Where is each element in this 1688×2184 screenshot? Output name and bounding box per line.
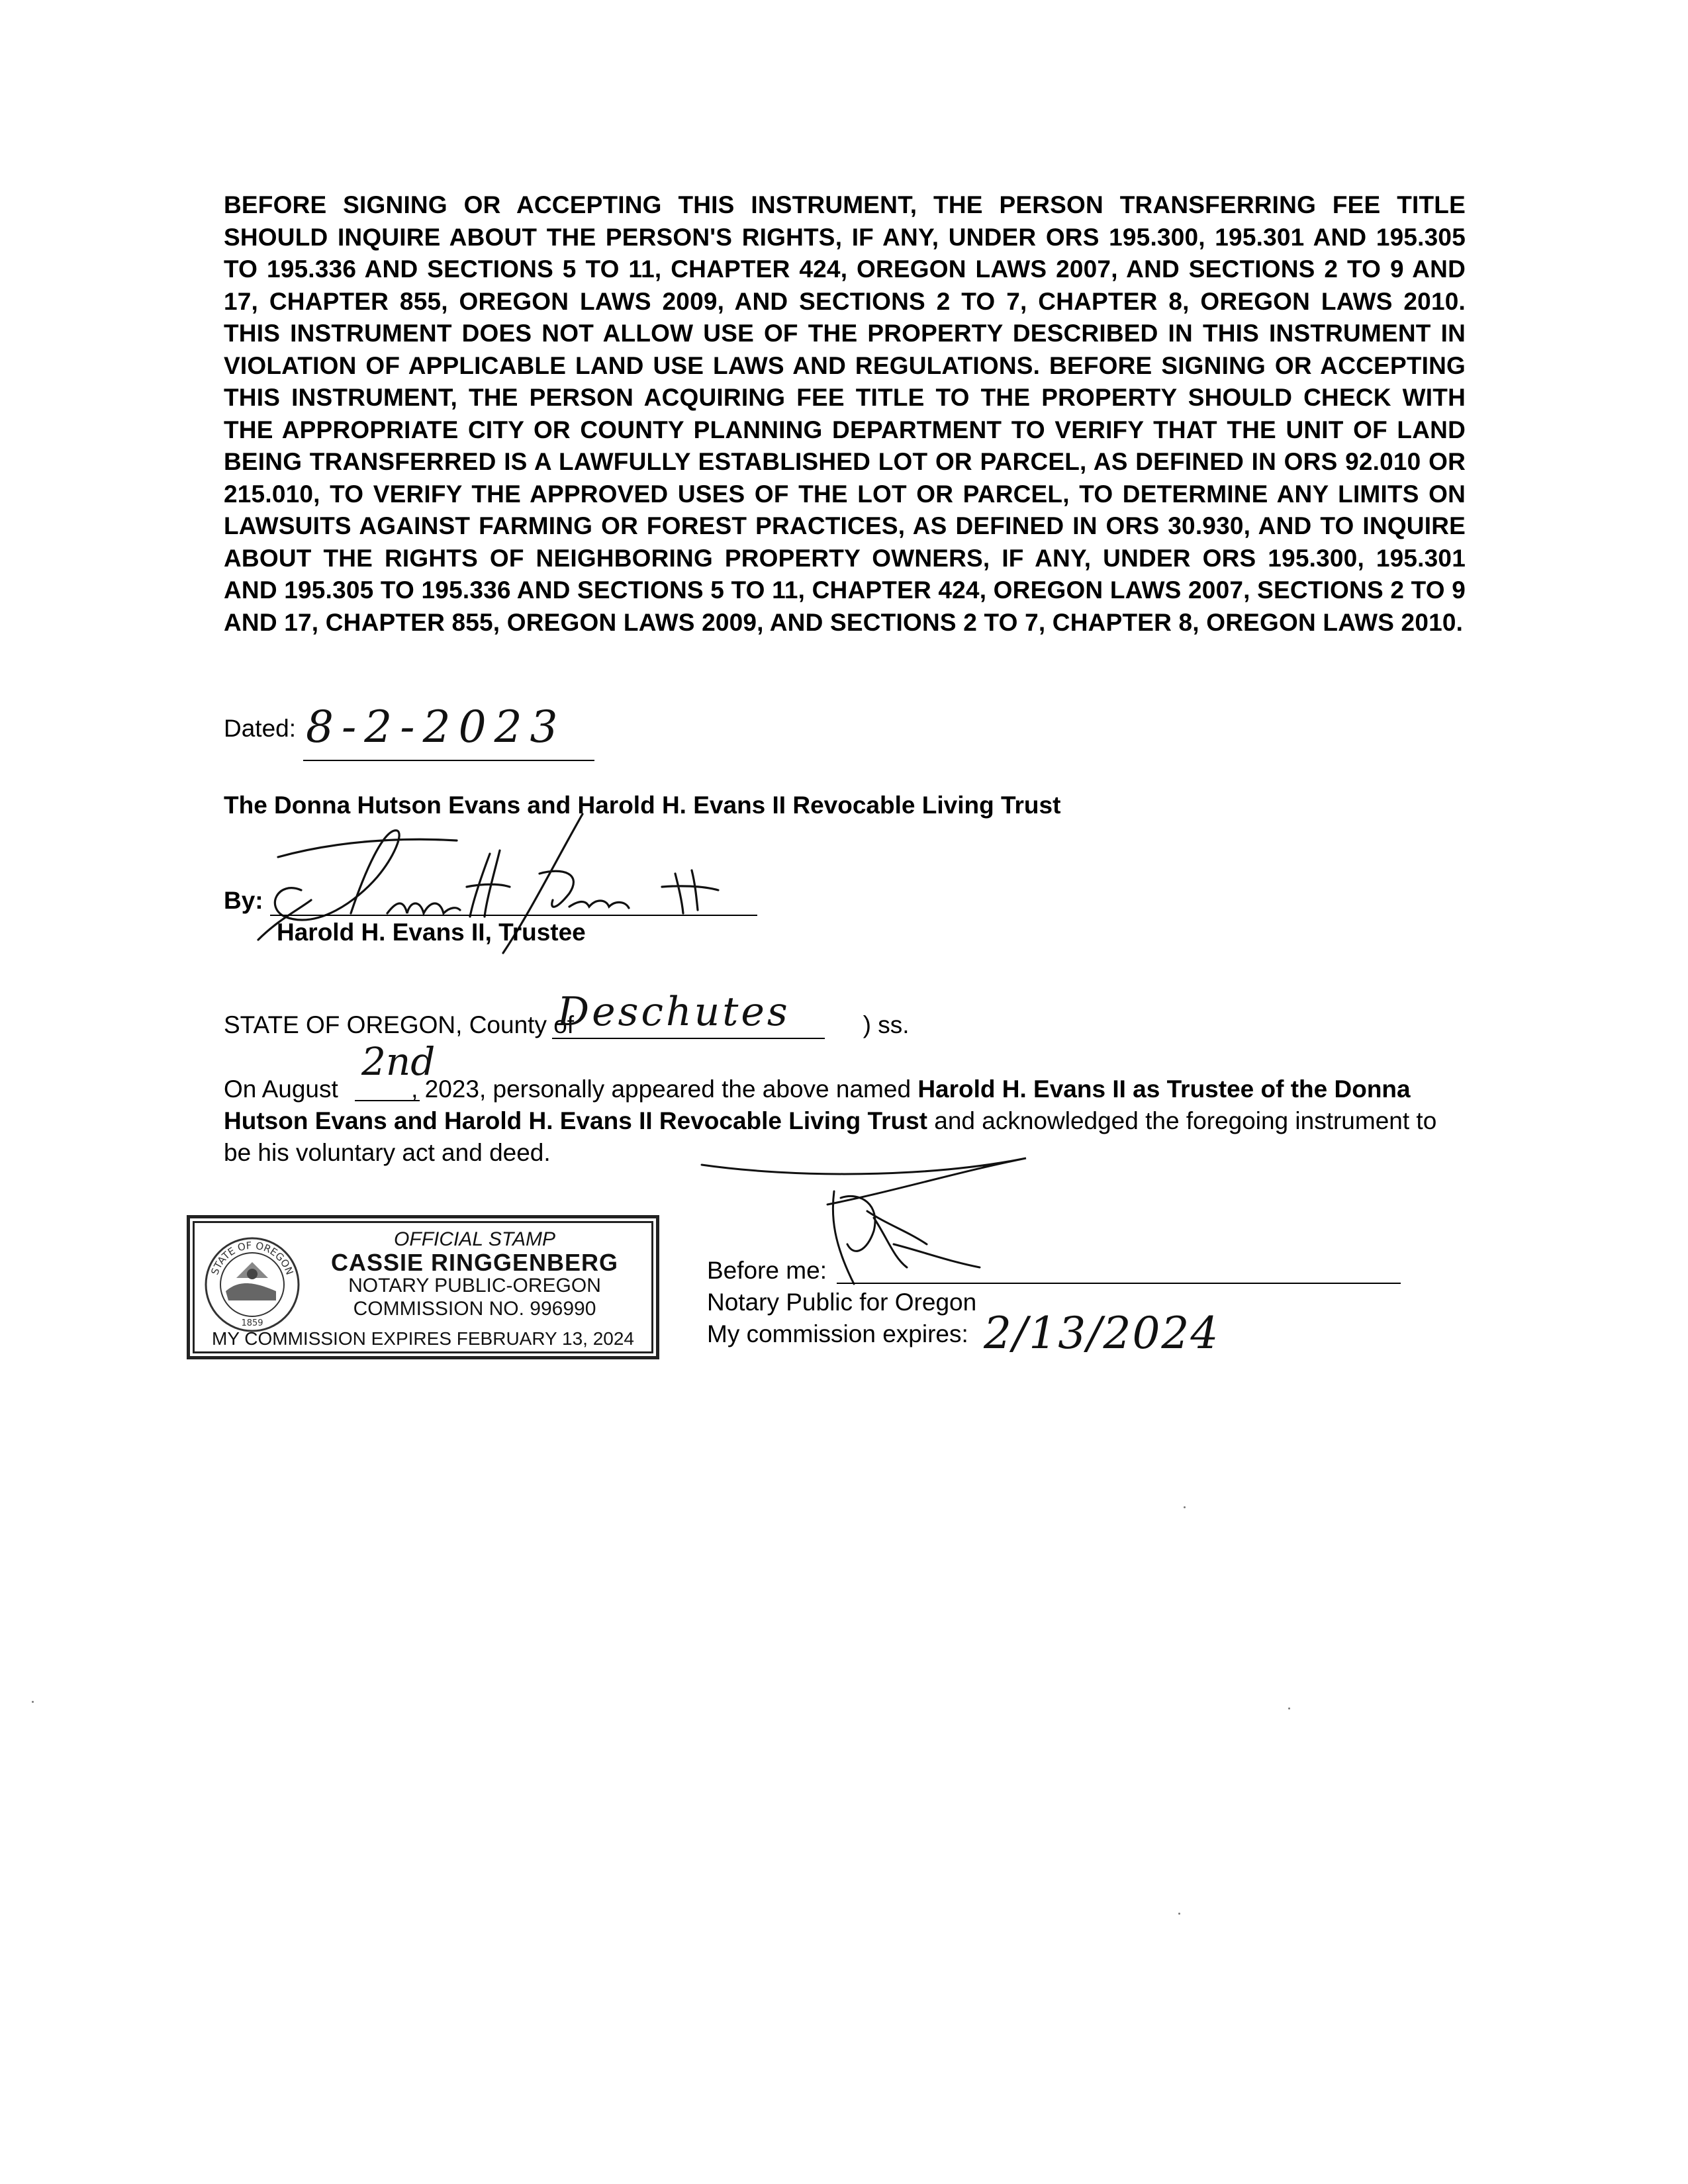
dated-handwritten: 8-2-2023 bbox=[306, 702, 566, 752]
ack-bold-name: Harold H. Evans II as Trustee of the Donna Hutson Evans and Harold H. Evans II Revocable Living Trust bbox=[224, 1075, 1411, 1134]
scan-speck bbox=[1178, 1913, 1180, 1915]
by-label: By: bbox=[224, 887, 263, 914]
official-notary-stamp bbox=[187, 1215, 659, 1359]
trustee-signature bbox=[238, 801, 768, 973]
oregon-seal-icon bbox=[203, 1236, 301, 1334]
venue-state: STATE OF OREGON, County of bbox=[224, 1011, 575, 1038]
stamp-text bbox=[303, 1228, 647, 1320]
seal-year: 1859 bbox=[241, 1318, 263, 1328]
ack-suffix: and acknowledged the foregoing instrument to be his voluntary act and deed. bbox=[224, 1107, 1437, 1166]
notary-block bbox=[707, 1255, 976, 1350]
stamp-commission-no: COMMISSION NO. 996990 bbox=[353, 1298, 596, 1320]
stamp-notary-name: CASSIE RINGGENBERG bbox=[330, 1249, 619, 1276]
trustee-name: Harold H. Evans II, Trustee bbox=[277, 919, 586, 946]
dated-line bbox=[303, 760, 594, 761]
scan-speck bbox=[1288, 1707, 1290, 1709]
before-me-label: Before me: bbox=[707, 1257, 827, 1284]
stamp-expiration: MY COMMISSION EXPIRES FEBRUARY 13, 2024 bbox=[212, 1328, 634, 1349]
seal-top-text: STATE OF OREGON bbox=[209, 1239, 296, 1277]
signature-line bbox=[270, 915, 757, 916]
before-me-line bbox=[837, 1283, 1401, 1284]
trust-name: The Donna Hutson Evans and Harold H. Evans II Revocable Living Trust bbox=[224, 792, 1061, 819]
day-line bbox=[355, 1100, 420, 1101]
disclaimer-paragraph: BEFORE SIGNING OR ACCEPTING THIS INSTRUMENT, THE PERSON TRANSFERRING FEE TITLE SHOULD INQUIRE ABOUT THE PERSON'S RIGHTS, IF ANY, UNDER ORS 195.300, 195.301 AND 195.305 TO 195.336 AND SECTIONS 5 TO 11, CHAPTER 424, OREGON LAWS 2007, AND SECTIONS 2 TO 9 AND 17, CHAPTER 855, OREGON LAWS 2009, AND SECTIONS 2 TO 7, CHAPTER 8, OREGON LAWS 2010. THIS INSTRUMENT DOES NOT ALLOW USE OF THE PROPERTY DESCRIBED IN THIS INSTRUMENT IN VIOLATION OF APPLICABLE LAND USE LAWS AND REGULATIONS. BEFORE SIGNING OR ACCEPTING THIS INSTRUMENT, THE PERSON ACQUIRING FEE TITLE TO THE PROPERTY SHOULD CHECK WITH THE APPROPRIATE CITY OR COUNTY PLANNING DEPARTMENT TO VERIFY THAT THE UNIT OF LAND BEING TRANSFERRED IS A LAWFULLY ESTABLISHED LOT OR PARCEL, AS DEFINED IN ORS 92.010 OR 215.010, TO VERIFY THE APPROVED USES OF THE LOT OR PARCEL, TO DETERMINE ANY LIMITS ON LAWSUITS AGAINST FARMING OR FOREST PRACTICES, AS DEFINED IN ORS 30.930, AND TO INQUIRE ABOUT THE RIGHTS OF NEIGHBORING PROPERTY OWNERS, IF ANY, UNDER ORS 195.300, 195.301 AND 195.305 TO 195.336 AND SECTIONS 5 TO 11, CHAPTER 424, OREGON LAWS 2007, SECTIONS 2 TO 9 AND 17, CHAPTER 855, OREGON LAWS 2009, AND SECTIONS 2 TO 7, CHAPTER 8, OREGON LAWS 2010. bbox=[224, 191, 1466, 636]
ack-prefix: On August bbox=[224, 1075, 338, 1103]
ack-middle: , 2023, personally appeared the above named bbox=[411, 1075, 912, 1103]
scan-speck bbox=[32, 1701, 34, 1703]
scan-speck bbox=[1184, 1506, 1186, 1508]
notary-title: Notary Public for Oregon bbox=[707, 1289, 977, 1316]
venue-ss: ) ss. bbox=[863, 1011, 910, 1038]
expires-handwritten: 2/13/2024 bbox=[984, 1308, 1220, 1359]
stamp-notary-title: NOTARY PUBLIC-OREGON bbox=[348, 1275, 601, 1297]
dated-label: Dated: bbox=[224, 715, 297, 742]
county-line bbox=[552, 1038, 825, 1039]
day-handwritten: 2nd bbox=[361, 1039, 436, 1084]
commission-expires-label: My commission expires: bbox=[707, 1320, 968, 1347]
stamp-official: OFFICIAL STAMP bbox=[394, 1228, 555, 1250]
county-handwritten: Deschutes bbox=[557, 989, 790, 1035]
